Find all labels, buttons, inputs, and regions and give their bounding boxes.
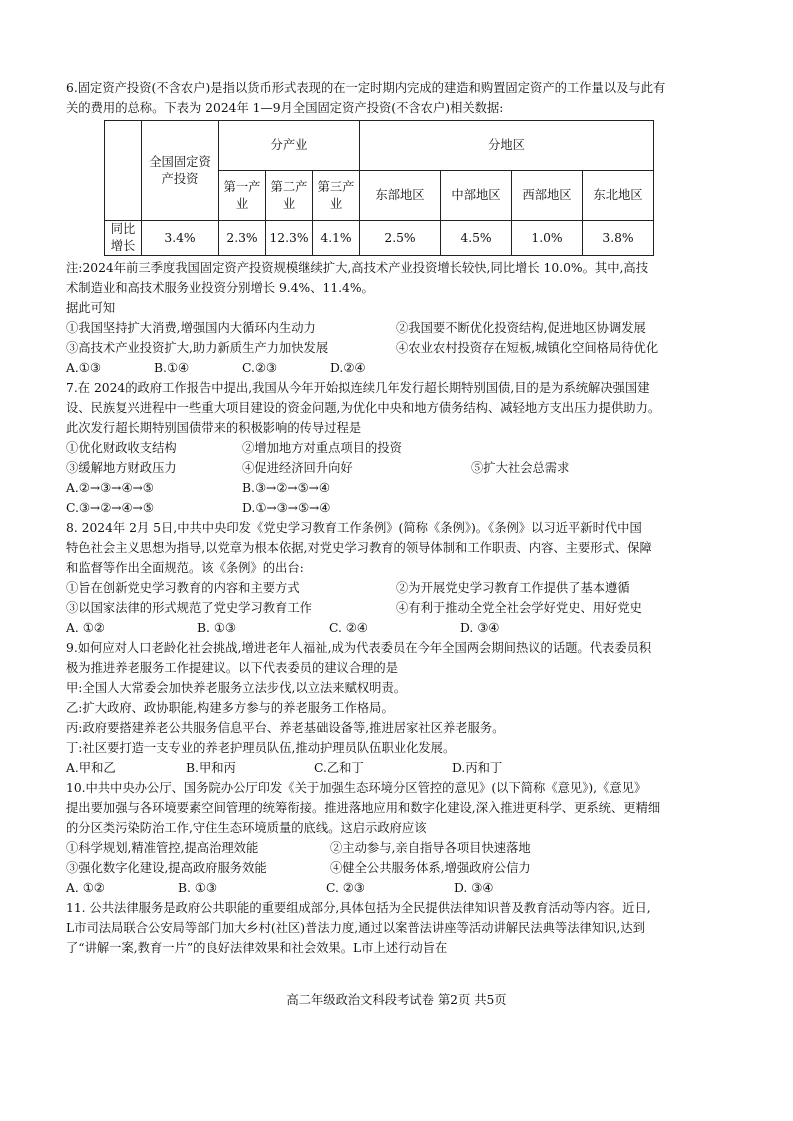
option-c: C.②③ xyxy=(242,361,277,375)
statement-row xyxy=(66,318,726,338)
industry-name-cell: 第三产业 xyxy=(313,171,360,221)
question-stem-line: 7.在 2024的政府工作报告中提出,我国从今年开始拟连续几年发行超长期特别国债,目的是为系统解决强国建 xyxy=(66,381,650,395)
statement: ①我国坚持扩大消费,增强国内大循环内生动力 xyxy=(66,321,316,335)
region-name-cell: 东北地区 xyxy=(583,171,654,221)
industry-value-cell: 12.3% xyxy=(266,221,313,256)
answer-options xyxy=(66,758,726,778)
option-b: B.①④ xyxy=(154,361,189,375)
question-9 xyxy=(66,638,726,778)
option-b: B. ①③ xyxy=(197,621,236,635)
statement: ④有利于推动全党全社会学好党史、用好党史 xyxy=(396,601,642,615)
question-stem-line: 10.中共中央办公厅、国务院办公厅印发《关于加强生态环境分区管控的意见》(以下简称《意见》),《意见》 xyxy=(66,781,647,795)
statement: ①旨在创新党史学习教育的内容和主要方式 xyxy=(66,581,300,595)
industry-name-cell: 第一产业 xyxy=(219,171,266,221)
option-a: A. ①② xyxy=(66,621,105,635)
option-b: B.③→②→⑤→④ xyxy=(242,481,330,495)
question-stem-line: 的分区类污染防治工作,守住生态环境质量的底线。这启示政府应该 xyxy=(66,821,427,835)
statement-row xyxy=(66,598,726,618)
answer-options xyxy=(66,878,726,898)
option-c: C. ②④ xyxy=(329,621,368,635)
question-stem-line: 设、民族复兴进程中一些重大项目建设的资金问题,为优化中央和地方债务结构、减轻地方支出压力提供助力。 xyxy=(66,401,661,415)
statement: 丙:政府要搭建养老公共服务信息平台、养老基础设备等,推进居家社区养老服务。 xyxy=(66,721,505,735)
investment-data-table xyxy=(104,120,654,256)
statement: 甲:全国人大常委会加快养老服务立法步伐,以立法来赋权明责。 xyxy=(66,681,407,695)
answer-options xyxy=(66,498,726,518)
question-7 xyxy=(66,378,726,518)
question-stem-line: 6.固定资产投资(不含农户)是指以货币形式表现的在一定时期内完成的建造和购置固定资产的工作量以及与此有 xyxy=(66,81,666,95)
statement: ③以国家法律的形式规范了党史学习教育工作 xyxy=(66,601,312,615)
option-d: D.丙和丁 xyxy=(452,761,503,775)
statement: ③缓解地方财政压力 xyxy=(66,461,177,475)
question-stem-line: 极为推进养老服务工作提建议。以下代表委员的建议合理的是 xyxy=(66,661,399,675)
option-b: B. ①③ xyxy=(178,881,217,895)
statement-row xyxy=(66,338,726,358)
question-stem-line: 此次发行超长期特别国债带来的积极影响的传导过程是 xyxy=(66,421,362,435)
statement: 丁:社区要打造一支专业的养老护理员队伍,推动护理员队伍职业化发展。 xyxy=(66,741,456,755)
statement-row xyxy=(66,438,726,458)
statement-row xyxy=(66,858,726,878)
statement: ④促进经济回升向好 xyxy=(242,461,353,475)
statement: ③高技术产业投资扩大,助力新质生产力加快发展 xyxy=(66,341,329,355)
question-6 xyxy=(66,78,726,378)
region-value-cell: 1.0% xyxy=(512,221,583,256)
option-a: A. ①② xyxy=(66,881,105,895)
statement: ④健全公共服务体系,增强政府公信力 xyxy=(330,861,531,875)
region-value-cell: 4.5% xyxy=(441,221,512,256)
industry-value-cell: 2.3% xyxy=(219,221,266,256)
statement: ②主动参与,亲自指导各项目快速落地 xyxy=(330,841,531,855)
question-stem-line: 11. 公共法律服务是政府公共职能的重要组成部分,具体包括为全民提供法律知识普及教育活动等内容。近日, xyxy=(66,901,651,915)
statement: ①优化财政收支结构 xyxy=(66,441,177,455)
statement-row xyxy=(66,838,726,858)
question-11 xyxy=(66,898,726,958)
question-8 xyxy=(66,518,726,638)
option-a: A.②→③→④→⑤ xyxy=(66,481,154,495)
industry-name-cell: 第二产业 xyxy=(266,171,313,221)
total-value-cell: 3.4% xyxy=(142,221,219,256)
statement: ⑤扩大社会总需求 xyxy=(471,461,570,475)
page-footer: 高二年级政治文科段考试卷 第2页 共5页 xyxy=(286,993,507,1007)
table-header-total: 全国固定资产投资 xyxy=(142,121,219,221)
option-d: D.②④ xyxy=(330,361,366,375)
question-10 xyxy=(66,778,726,898)
answer-options xyxy=(66,618,726,638)
statement-row xyxy=(66,458,726,478)
option-d: D.①→③→⑤→④ xyxy=(242,501,331,515)
region-value-cell: 3.8% xyxy=(583,221,654,256)
statement: ④农业农村投资存在短板,城镇化空间格局待优化 xyxy=(396,341,659,355)
table-note-line: 注:2024年前三季度我国固定资产投资规模继续扩大,高技术产业投资增长较快,同比增长 10.0%。其中,高技 xyxy=(66,261,649,275)
answer-options xyxy=(66,358,726,378)
option-a: A.甲和乙 xyxy=(66,761,116,775)
option-d: D. ③④ xyxy=(454,881,494,895)
table-corner-cell xyxy=(105,121,142,221)
option-a: A.①③ xyxy=(66,361,101,375)
region-name-cell: 西部地区 xyxy=(512,171,583,221)
question-stem-line: 8. 2024年 2月 5日,中共中央印发《党史学习教育工作条例》(简称《条例》)。《条例》以习近平新时代中国 xyxy=(66,521,642,535)
question-stem-line: 特色社会主义思想为指导,以党章为根本依据,对党史学习教育的领导体制和工作职责、内容、主要形式、保障 xyxy=(66,541,652,555)
answer-options xyxy=(66,478,726,498)
statement: ②为开展党史学习教育工作提供了基本遵循 xyxy=(396,581,630,595)
question-stem-line: 9.如何应对人口老龄化社会挑战,增进老年人福祉,成为代表委员在今年全国两会期间热议的话题。代表委员积 xyxy=(66,641,652,655)
option-c: C. ②③ xyxy=(326,881,365,895)
region-name-cell: 东部地区 xyxy=(360,171,441,221)
exam-page xyxy=(66,78,726,958)
table-row-label: 同比增长 xyxy=(105,221,142,256)
option-c: C.乙和丁 xyxy=(314,761,364,775)
statement: ③强化数字化建设,提高政府服务效能 xyxy=(66,861,267,875)
statement-row xyxy=(66,578,726,598)
table-header-region: 分地区 xyxy=(360,121,654,171)
table-header-industry: 分产业 xyxy=(219,121,360,171)
table-note-line: 术制造业和高技术服务业投资分别增长 9.4%、11.4%。 xyxy=(66,281,374,295)
question-stem-line: L市司法局联合公安局等部门加大乡村(社区)普法力度,通过以案普法讲座等活动讲解民法典等法律知识,达到 xyxy=(66,921,645,935)
region-value-cell: 2.5% xyxy=(360,221,441,256)
statement: ②我国要不断优化投资结构,促进地区协调发展 xyxy=(396,321,646,335)
option-b: B.甲和丙 xyxy=(186,761,236,775)
question-stem-line: 关的费用的总称。下表为 2024年 1—9月全国固定资产投资(不含农户)相关数据: xyxy=(66,101,504,115)
statement: ①科学规划,精准管控,提高治理效能 xyxy=(66,841,259,855)
question-prompt: 据此可知 xyxy=(66,301,116,315)
question-stem-line: 了“讲解一案,教育一片”的良好法律效果和社会效果。L市上述行动旨在 xyxy=(66,941,448,955)
question-stem-line: 和监督等作出全面规范。该《条例》的出台: xyxy=(66,561,304,575)
question-stem-line: 提出要加强与各环境要素空间管理的统筹衔接。推进落地应用和数字化建设,深入推进更科学、更系统、更精细 xyxy=(66,801,661,815)
region-name-cell: 中部地区 xyxy=(441,171,512,221)
statement: 乙:扩大政府、政协职能,构建多方参与的养老服务工作格局。 xyxy=(66,701,394,715)
option-d: D. ③④ xyxy=(460,621,500,635)
industry-value-cell: 4.1% xyxy=(313,221,360,256)
option-c: C.③→②→④→⑤ xyxy=(66,501,154,515)
statement: ②增加地方对重点项目的投资 xyxy=(242,441,402,455)
